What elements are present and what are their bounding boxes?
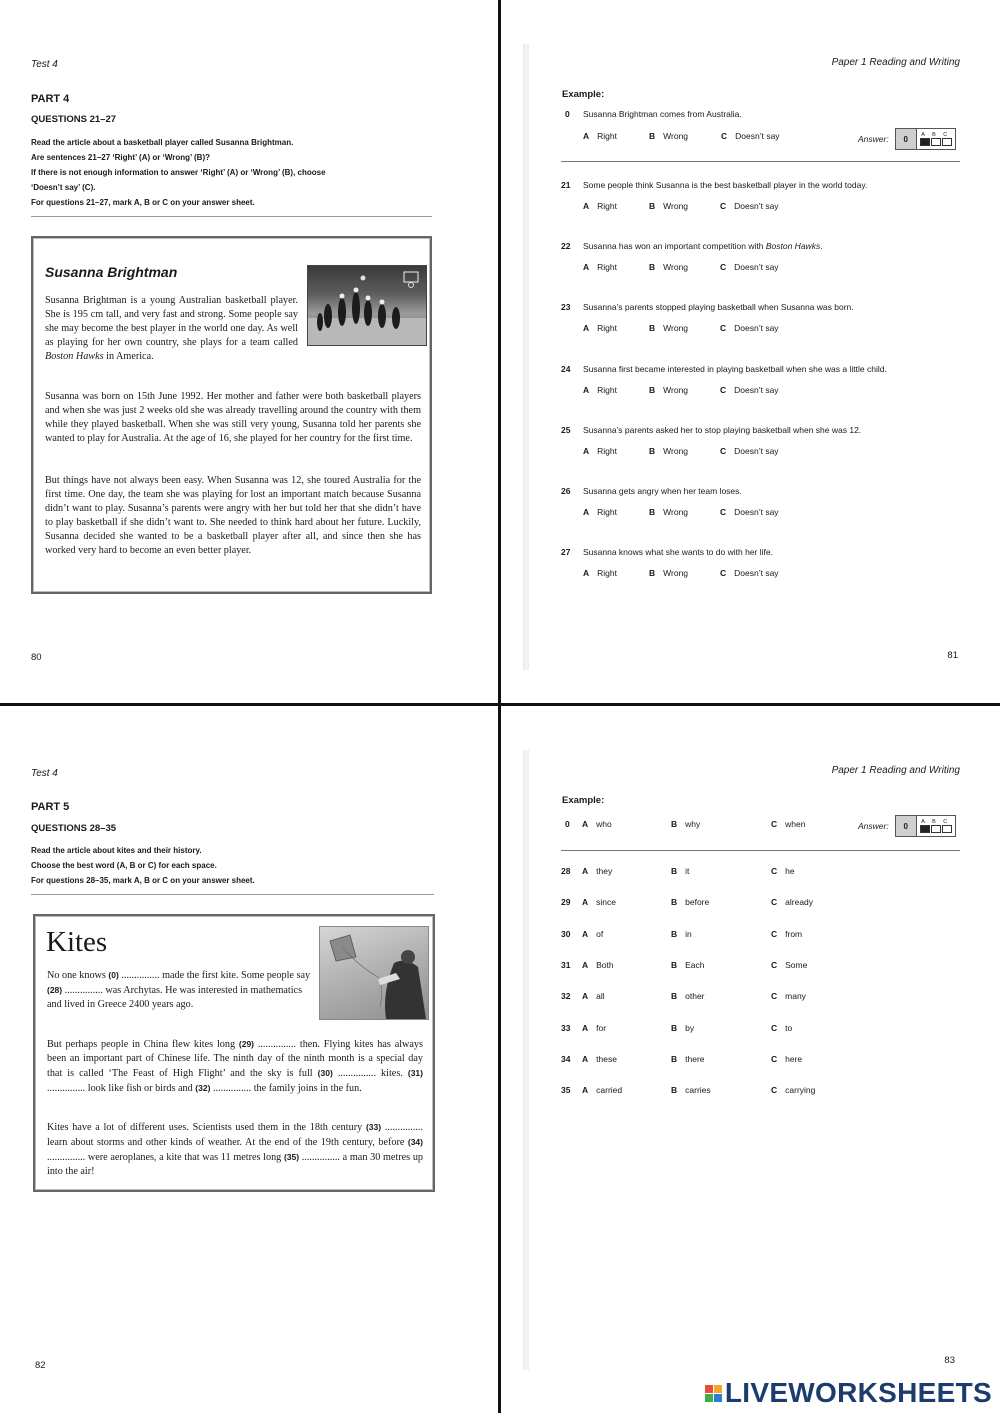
gap-number: (0) (108, 970, 119, 980)
page-gutter-shadow (523, 750, 529, 1370)
article-box (31, 236, 432, 594)
example-label: Example: (562, 795, 605, 806)
answer-zero: 0 (896, 816, 917, 836)
paragraph-text: ............... the family joins in the fun. (210, 1083, 362, 1094)
option-b[interactable]: B other (671, 991, 705, 1001)
page-number: 80 (31, 652, 42, 663)
option-a: A Right (583, 131, 617, 141)
option-a[interactable]: A all (582, 991, 605, 1001)
answer-boxes (920, 138, 952, 146)
question-number: 27 (561, 547, 571, 557)
option-c[interactable]: C from (771, 929, 803, 939)
option-c[interactable]: C Doesn’t say (720, 446, 779, 456)
gap-number: (28) (47, 985, 63, 995)
part-title: PART 4 (31, 93, 70, 105)
question-text: Some people think Susanna is the best basketball player in the world today. (583, 180, 868, 190)
paragraph-1-text: Susanna Brightman is a young Australian basketball player. She is 195 cm tall, and very fast and strong. Some people say she may become the best player in the world one day. As well as playing for her own country, she plays for a team called (45, 295, 298, 348)
gap-number: (32) (195, 1083, 211, 1093)
basketball-scene-image (308, 266, 426, 345)
answer-box-a (920, 825, 930, 833)
liveworksheets-logo-icon (705, 1385, 722, 1402)
paragraph-text: ............... look like fish or birds and (47, 1083, 196, 1094)
answer-label: Answer: (858, 134, 889, 144)
paragraph-text: ............... kites. (332, 1068, 408, 1079)
vertical-divider (498, 0, 501, 1413)
answer-label: Answer: (858, 821, 889, 831)
page-81 (501, 0, 1000, 704)
question-number: 25 (561, 425, 571, 435)
paragraph-1-text (47, 968, 313, 1012)
paper-header: Paper 1 Reading and Writing (831, 765, 960, 776)
liveworksheets-watermark (705, 1377, 992, 1409)
question-text: Susanna’s parents stopped playing basketball when Susanna was born. (583, 302, 854, 312)
option-a[interactable]: A carried (582, 1085, 623, 1095)
option-a[interactable]: A Both (582, 960, 614, 970)
question-number: 31 (561, 960, 571, 970)
page-number: 83 (944, 1355, 955, 1366)
page-82 (0, 706, 499, 1413)
instruction-line: For questions 28–35, mark A, B or C on your answer sheet. (31, 876, 255, 885)
paragraph-text: ............... a man 30 metres up into the air! (47, 1152, 424, 1177)
instruction-line: ‘Doesn’t say’ (C). (31, 183, 96, 192)
kite-scene-image (320, 927, 428, 1019)
example-number: 0 (565, 109, 570, 119)
option-b[interactable]: B Wrong (649, 507, 689, 517)
gap-number: (35) (283, 1152, 300, 1162)
paragraph-text: Kites have a lot of different uses. Scientists used them in the 18th century (47, 1122, 366, 1133)
option-c[interactable]: C to (771, 1023, 793, 1033)
article-title: Kites (46, 926, 108, 958)
instructions (31, 135, 451, 210)
test-label: Test 4 (31, 59, 58, 70)
answer-box-b (931, 138, 941, 146)
paragraph-text: No one knows (47, 970, 109, 981)
option-b[interactable]: B by (671, 1023, 695, 1033)
divider-line (31, 216, 432, 217)
option-b[interactable]: B Wrong (649, 568, 689, 578)
option-a[interactable]: A Right (583, 446, 617, 456)
page-83 (501, 706, 1000, 1413)
example-option-b: B why (671, 819, 701, 829)
instruction-line: Read the article about kites and their history. (31, 846, 202, 855)
paragraph-text: ............... learn about storms and other kinds of weather. At the end of the 19th century, before (47, 1122, 424, 1148)
instruction-line: For questions 21–27, mark A, B or C on your answer sheet. (31, 198, 255, 207)
example-answer (858, 815, 956, 837)
answer-zero: 0 (896, 129, 917, 149)
answer-boxes (920, 825, 952, 833)
paragraph-2 (45, 390, 421, 446)
option-b[interactable]: B Wrong (649, 446, 689, 456)
option-c[interactable]: C Doesn’t say (720, 201, 779, 211)
gap-number: (33) (365, 1122, 382, 1132)
paragraph-2-text: Susanna was born on 15th June 1992. Her mother and father were both basketball players and when she was just 2 weeks old she was already travelling around the country with them while they played basketball. When she was still very young, Susanna told her parents she wanted to play for Australia. At the age of 16, she played for her country for the first time. (45, 391, 421, 444)
answer-box-c (942, 825, 952, 833)
answer-box-a (920, 138, 930, 146)
divider-line (561, 850, 960, 851)
basketball-photo (307, 265, 427, 346)
divider-line (561, 161, 960, 162)
gap-number: (31) (407, 1068, 423, 1078)
page-number: 81 (947, 650, 958, 661)
question-text: Susanna has won an important competition with Boston Hawks. (583, 241, 823, 251)
option-a[interactable]: A these (582, 1054, 617, 1064)
option-b[interactable]: B carries (671, 1085, 711, 1095)
example-option-a: A who (582, 819, 612, 829)
question-number: 33 (561, 1023, 571, 1033)
paragraph-3-text (47, 1120, 423, 1179)
answer-box-b (931, 825, 941, 833)
question-text: Susanna first became interested in playing basketball when she was a little child. (583, 364, 887, 374)
divider-line (31, 894, 434, 895)
instruction-line: If there is not enough information to answer ‘Right’ (A) or ‘Wrong’ (B), choose (31, 168, 326, 177)
option-a[interactable]: A Right (583, 568, 617, 578)
option-b[interactable]: B there (671, 1054, 705, 1064)
example-number: 0 (565, 819, 570, 829)
page-gutter-shadow (523, 44, 529, 670)
instructions (31, 843, 451, 888)
option-c[interactable]: C already (771, 897, 814, 907)
paragraph-1 (47, 968, 313, 1012)
option-b[interactable]: B in (671, 929, 692, 939)
question-number: 29 (561, 897, 571, 907)
paragraph-text: ............... then. Flying kites has always been an important part of Chinese life. The ninth day of the ninth month is a special day that is called ‘The Feast of High Flight’ and the sky is full (47, 1039, 423, 1079)
article-box (33, 914, 435, 1192)
answer-grid (895, 815, 956, 837)
option-b[interactable]: B Each (671, 960, 705, 970)
option-a[interactable]: A Right (583, 262, 617, 272)
paragraph-3 (47, 1120, 423, 1179)
option-c[interactable]: C carrying (771, 1085, 816, 1095)
gap-number: (29) (238, 1039, 255, 1049)
team-name: Boston Hawks (45, 351, 104, 362)
answer-grid (895, 128, 956, 150)
page-number: 82 (35, 1360, 46, 1371)
option-b[interactable]: B Wrong (649, 323, 689, 333)
question-text: Susanna knows what she wants to do with her life. (583, 547, 773, 557)
answer-letters: A B C (921, 132, 951, 138)
option-a[interactable]: A Right (583, 201, 617, 211)
option-c[interactable]: C here (771, 1054, 803, 1064)
paragraph-text: ............... was Archytas. He was interested in mathematics and lived in Greece 2400 years ago. (47, 985, 303, 1010)
option-b: B Wrong (649, 131, 689, 141)
paragraph-3-text: But things have not always been easy. When Susanna was 12, she toured Australia for the first time. One day, the team she was playing for lost an important match because Susanna didn’t want to play. Susanna’s parents were angry with her but told her that she didn’t have to play basketball if she didn’t want to. She needed to think hard about her future. Luckily, Susanna decided she wanted to be a basketball player after all, and since then she has worked very hard to become an even better player. (45, 475, 421, 556)
option-b[interactable]: B Wrong (649, 385, 689, 395)
instruction-line: Read the article about a basketball player called Susanna Brightman. (31, 138, 294, 147)
option-c[interactable]: C Doesn’t say (720, 323, 779, 333)
paper-header: Paper 1 Reading and Writing (831, 57, 960, 68)
question-number: 21 (561, 180, 571, 190)
question-number: 22 (561, 241, 571, 251)
paragraph-2-text (47, 1037, 423, 1096)
option-a[interactable]: A for (582, 1023, 607, 1033)
option-a[interactable]: A of (582, 929, 604, 939)
option-c[interactable]: C Doesn’t say (720, 262, 779, 272)
question-number: 23 (561, 302, 571, 312)
example-label: Example: (562, 89, 605, 100)
question-text: Susanna’s parents asked her to stop playing basketball when she was 12. (583, 425, 862, 435)
test-label: Test 4 (31, 768, 58, 779)
option-a[interactable]: A Right (583, 385, 617, 395)
question-text: Susanna gets angry when her team loses. (583, 486, 742, 496)
horizontal-divider (0, 703, 1000, 706)
option-a[interactable]: A Right (583, 507, 617, 517)
answer-letters: A B C (921, 819, 951, 825)
article-title: Susanna Brightman (45, 264, 178, 280)
question-number: 26 (561, 486, 571, 496)
instruction-line: Choose the best word (A, B or C) for each space. (31, 861, 217, 870)
option-a[interactable]: A they (582, 866, 613, 876)
paragraph-1-end: in America. (103, 351, 154, 362)
paragraph-text: But perhaps people in China flew kites long (47, 1039, 239, 1050)
paragraph-2 (47, 1037, 423, 1096)
option-a[interactable]: A since (582, 897, 616, 907)
option-b[interactable]: B Wrong (649, 201, 689, 211)
paragraph-3 (45, 474, 421, 558)
page-80 (0, 0, 499, 704)
option-c: C Doesn’t say (721, 131, 780, 141)
questions-range: QUESTIONS 28–35 (31, 823, 117, 834)
option-b[interactable]: B Wrong (649, 262, 689, 272)
option-c[interactable]: C many (771, 991, 806, 1001)
option-c[interactable]: C Doesn’t say (720, 507, 779, 517)
question-number: 24 (561, 364, 571, 374)
option-b[interactable]: B before (671, 897, 710, 907)
option-c[interactable]: C Some (771, 960, 808, 970)
option-c[interactable]: C Doesn’t say (720, 385, 779, 395)
option-c[interactable]: C he (771, 866, 795, 876)
gap-number: (30) (317, 1068, 333, 1078)
option-c[interactable]: C Doesn’t say (720, 568, 779, 578)
question-number: 32 (561, 991, 571, 1001)
watermark-text: LIVEWORKSHEETS (724, 1377, 992, 1408)
option-a[interactable]: A Right (583, 323, 617, 333)
kite-photo (319, 926, 429, 1020)
paragraph-1 (45, 294, 298, 364)
questions-range: QUESTIONS 21–27 (31, 114, 117, 125)
gap-number: (34) (407, 1137, 423, 1147)
question-number: 35 (561, 1085, 571, 1095)
part-title: PART 5 (31, 801, 70, 813)
instruction-line: Are sentences 21–27 ‘Right’ (A) or ‘Wrong’ (B)? (31, 153, 210, 162)
paragraph-text: ............... were aeroplanes, a kite that was 11 metres long (47, 1152, 284, 1163)
paragraph-text: ............... made the first kite. Some people say (118, 970, 311, 981)
option-b[interactable]: B it (671, 866, 690, 876)
example-text: Susanna Brightman comes from Australia. (583, 109, 742, 119)
question-number: 34 (561, 1054, 571, 1064)
example-option-c: C when (771, 819, 806, 829)
question-number: 28 (561, 866, 571, 876)
question-number: 30 (561, 929, 571, 939)
answer-box-c (942, 138, 952, 146)
example-answer (858, 128, 956, 150)
